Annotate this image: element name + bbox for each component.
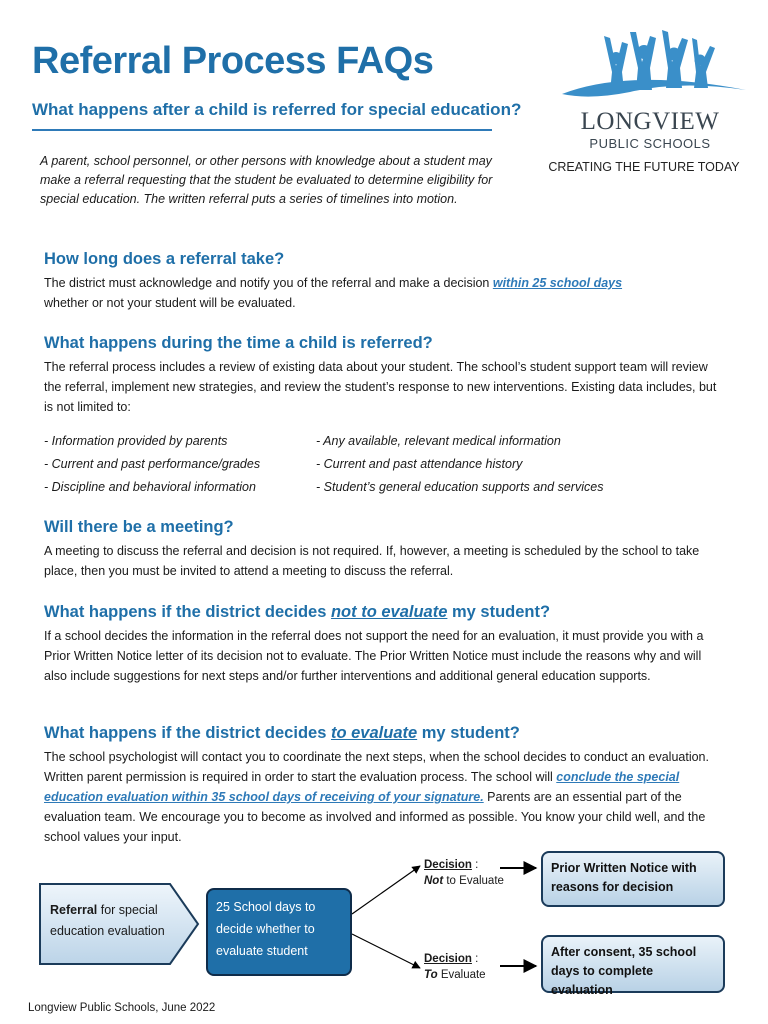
to-emphasis: To	[424, 969, 438, 981]
branch-arrow-top	[352, 866, 420, 914]
text-part: The school psychologist will contact you to coordinate the next steps, when the school decides to conduct an evaluation. Written parent permission is required in order to start the evaluation process. The school will	[44, 750, 709, 784]
text-part: The district must acknowledge and notify you of the referral and make a decision	[44, 276, 493, 290]
page-footer: Longview Public Schools, June 2022	[28, 1002, 216, 1014]
heading-part: my student?	[417, 724, 520, 742]
decision-evaluate	[424, 951, 486, 983]
list-item: - Student’s general education supports and services	[316, 480, 604, 494]
complete-evaluation-box: After consent, 35 school days to complete evaluation	[541, 935, 725, 993]
heading-part: my student?	[447, 603, 551, 621]
list-item: - Information provided by parents	[44, 434, 228, 448]
section-text	[44, 747, 724, 847]
raised-arms-figures-icon	[560, 28, 750, 110]
section-during	[44, 334, 724, 417]
section-heading: How long does a referral take?	[44, 250, 285, 268]
text-part: Parents are an essential part of the evaluation team. We encourage you to become as involved and informed as possible. You know your child well, and the school values your input.	[44, 790, 706, 844]
evaluation-timeline-link[interactable]: conclude the special education evaluation within 35 school days of receiving of your signature.	[44, 770, 680, 804]
prior-written-notice-box: Prior Written Notice with reasons for decision	[541, 851, 725, 907]
section-text: A meeting to discuss the referral and decision is not required. If, however, a meeting is scheduled by the school to take place, then you must be invited to attend a meeting to discuss the referral.	[44, 544, 700, 578]
text-part: whether or not your student will be evaluated.	[44, 296, 296, 310]
section-heading	[44, 724, 724, 743]
branch-arrow-bottom	[352, 934, 420, 968]
list-item: - Any available, relevant medical information	[316, 434, 561, 448]
intro-paragraph: A parent, school personnel, or other persons with knowledge about a student may make a referral requesting that the student be evaluated to determine eligibility for special education. The written referral puts a series of timelines into motion.	[40, 154, 493, 206]
section-how-long	[44, 250, 724, 313]
decision-label: Decision	[424, 859, 472, 871]
decision-colon: :	[471, 859, 479, 871]
section-text: If a school decides the information in the referral does not support the need for an evaluation, it must provide you with a Prior Written Notice letter of its decision not to evaluate. The Prior Written Notice must include the reasons why and will also include suggestions for next steps and/or further interventions and additional general education supports.	[44, 629, 704, 683]
section-not-evaluate	[44, 603, 724, 686]
section-text	[44, 273, 724, 313]
heading-part: What happens if the district decides	[44, 603, 331, 621]
page-title: Referral Process FAQs	[32, 40, 434, 82]
referral-text: for special education evaluation	[50, 903, 165, 938]
decision-not-evaluate	[424, 857, 504, 889]
logo-subname: PUBLIC SCHOOLS	[589, 136, 711, 151]
heading-part: What happens if the district decides	[44, 724, 331, 742]
decision-label: Decision	[424, 953, 472, 965]
evaluate-link[interactable]: to evaluate	[330, 724, 418, 742]
referral-step	[50, 900, 180, 942]
section-text: The referral process includes a review of existing data about your student. The school’s student support team will review the referral, implement new strategies, and review the student’s response to new interventions. Existing data includes, but is not limited to:	[44, 360, 717, 414]
list-item: - Discipline and behavioral information	[44, 480, 256, 494]
page-subtitle: What happens after a child is referred for special education?	[32, 100, 522, 119]
decision-window-box: 25 School days to decide whether to evaluate student	[206, 888, 352, 976]
list-item: - Current and past attendance history	[316, 457, 523, 471]
section-heading: What happens during the time a child is referred?	[44, 334, 433, 352]
referral-bold: Referral	[50, 903, 98, 917]
timeline-link[interactable]: within 25 school days	[492, 276, 623, 290]
decision-colon: :	[471, 953, 479, 965]
title-divider	[32, 129, 492, 131]
not-emphasis: Not	[424, 875, 444, 887]
to-text: Evaluate	[437, 969, 486, 981]
district-logo	[548, 28, 750, 174]
section-heading: Will there be a meeting?	[44, 518, 234, 536]
logo-tagline: CREATING THE FUTURE TODAY	[548, 160, 740, 174]
list-item: - Current and past performance/grades	[44, 457, 261, 471]
section-evaluate	[44, 724, 724, 847]
not-evaluate-link[interactable]: not to evaluate	[330, 603, 448, 621]
not-text: to Evaluate	[443, 875, 504, 887]
logo-name: LONGVIEW	[580, 108, 720, 135]
section-meeting	[44, 518, 724, 581]
section-heading	[44, 603, 724, 622]
